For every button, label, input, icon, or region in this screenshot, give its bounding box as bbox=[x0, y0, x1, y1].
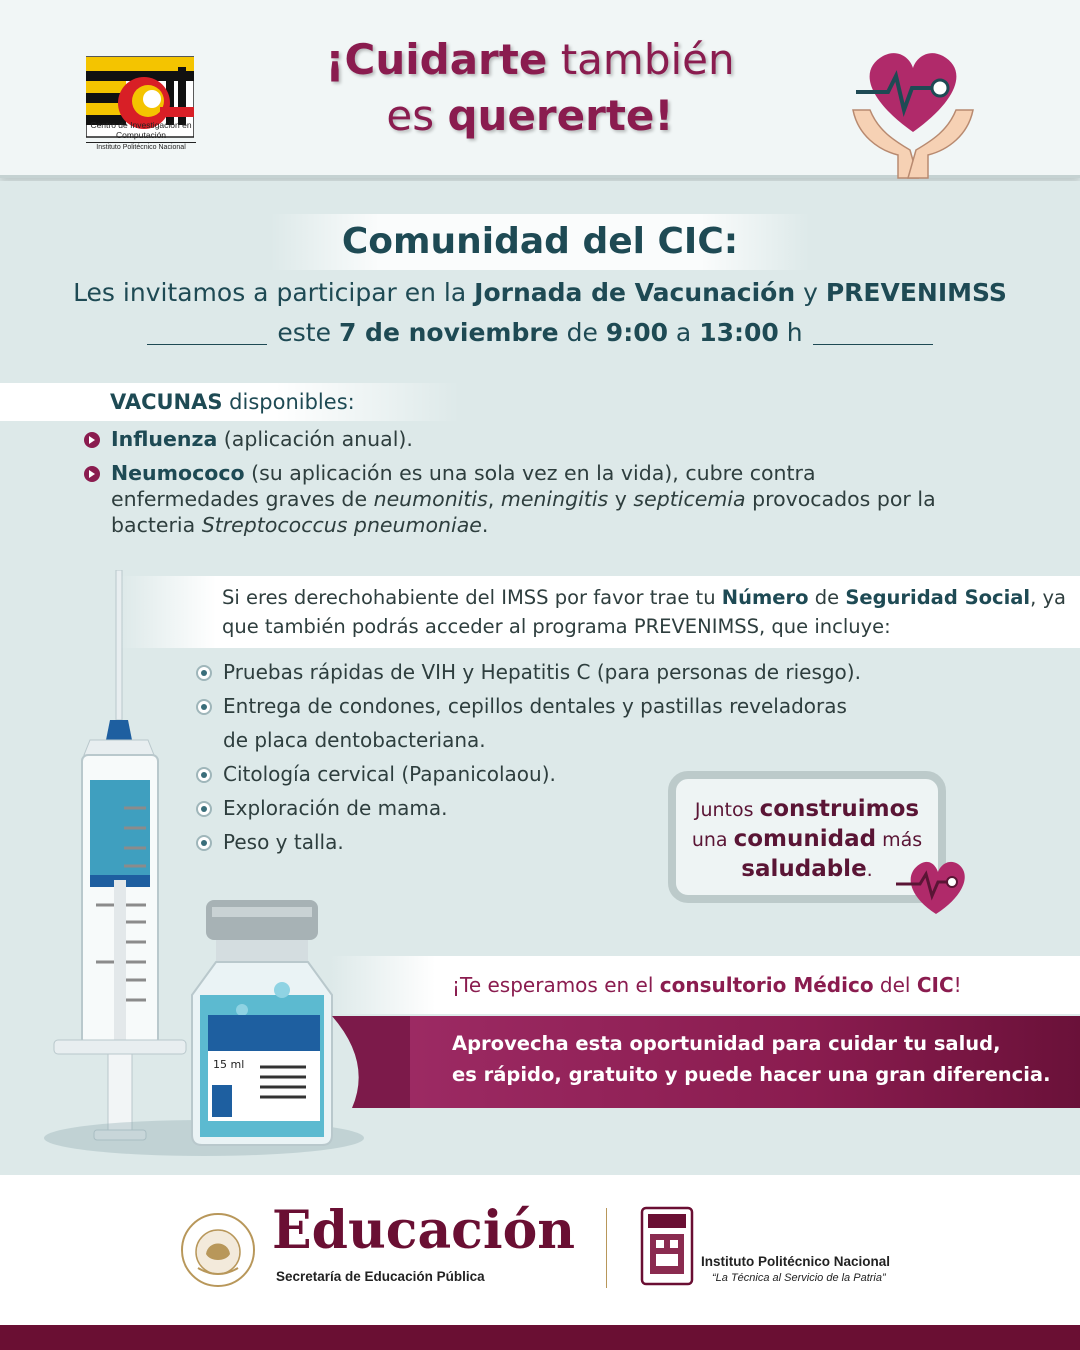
circle-bullet-icon bbox=[196, 665, 212, 681]
invite-text-e: ! bbox=[953, 973, 962, 997]
title-bold-1: ¡Cuidarte bbox=[325, 35, 548, 84]
title-line-2 bbox=[290, 88, 770, 144]
title-light-2: es bbox=[386, 91, 448, 140]
intro-text-a: Les invitamos a participar en la bbox=[73, 278, 475, 307]
invite-location: consultorio Médico bbox=[659, 973, 874, 997]
event-date: 7 de noviembre bbox=[338, 318, 559, 347]
invite-cic: CIC bbox=[916, 973, 954, 997]
vaccines-list bbox=[84, 426, 964, 546]
title-end: ! bbox=[654, 91, 674, 140]
title-bold-2: quererte bbox=[447, 91, 655, 140]
cic-institute: Instituto Politécnico Nacional bbox=[86, 142, 196, 153]
callout-line-2 bbox=[676, 825, 938, 855]
invite-text-a: ¡Te esperamos en el bbox=[452, 973, 660, 997]
vaccine-desc-d: provocados por la bacteria bbox=[111, 487, 936, 537]
callout-text-g: . bbox=[866, 859, 873, 881]
end-time: 13:00 bbox=[699, 318, 779, 347]
callout-text-c: una bbox=[691, 829, 734, 851]
service-label: Exploración de mama. bbox=[223, 796, 448, 820]
invitation-banner bbox=[330, 956, 1080, 1014]
ipn-motto: “La Técnica al Servicio de la Patria” bbox=[712, 1272, 886, 1284]
vial-volume-label: 15 ml bbox=[213, 1058, 245, 1071]
title-light-1: también bbox=[547, 35, 735, 84]
footer-color-bar bbox=[0, 1325, 1080, 1350]
callout-bold-d: comunidad bbox=[733, 826, 877, 852]
ipn-name: Instituto Politécnico Nacional bbox=[701, 1254, 891, 1269]
ipn-logo bbox=[640, 1206, 694, 1286]
list-item-continued bbox=[196, 723, 896, 757]
service-label: Peso y talla. bbox=[223, 830, 344, 854]
disease-neumonitis: neumonitis bbox=[373, 487, 488, 511]
vaccine-vial-illustration bbox=[182, 895, 342, 1150]
ribbon-line-2: es rápido, gratuito y puede hacer una gran diferencia. bbox=[452, 1063, 1051, 1086]
vaccine-desc-influenza: (aplicación anual). bbox=[217, 427, 413, 451]
mexico-seal-logo bbox=[178, 1210, 258, 1290]
service-label: Citología cervical (Papanicolaou). bbox=[223, 762, 556, 786]
intro-invitation bbox=[0, 278, 1080, 307]
date-text-a: este bbox=[277, 318, 339, 347]
bacteria-name: Streptococcus pneumoniae bbox=[201, 513, 482, 537]
vaccines-heading-rest: disponibles: bbox=[222, 390, 355, 414]
service-label: Entrega de condones, cepillos dentales y pastillas reveladoras bbox=[223, 694, 847, 718]
imss-text-a: Si eres derechohabiente del IMSS por favor trae tu bbox=[222, 586, 722, 609]
circle-bullet-icon bbox=[196, 699, 212, 715]
divider-right bbox=[813, 344, 933, 345]
cic-name: Centro de Investigación en Computación bbox=[90, 120, 192, 140]
intro-text-c: y bbox=[795, 278, 826, 307]
arrow-bullet-icon bbox=[84, 466, 100, 482]
vaccine-name-neumococo: Neumococo bbox=[111, 461, 245, 485]
disease-meningitis: meningitis bbox=[500, 487, 609, 511]
date-text-e: a bbox=[667, 318, 700, 347]
footer-divider bbox=[606, 1208, 607, 1288]
vaccine-name-influenza: Influenza bbox=[111, 427, 218, 451]
list-item bbox=[196, 655, 896, 689]
ribbon-fold bbox=[332, 1016, 422, 1108]
circle-bullet-icon bbox=[196, 801, 212, 817]
vaccine-desc-c: y bbox=[608, 487, 634, 511]
title-line-1 bbox=[290, 32, 770, 88]
circle-bullet-icon bbox=[196, 835, 212, 851]
intro-title: Comunidad del CIC: bbox=[270, 214, 810, 270]
circle-bullet-icon bbox=[196, 767, 212, 783]
ribbon-line-1: Aprovecha esta oportunidad para cuidar tu salud, bbox=[452, 1032, 1001, 1055]
callout-text-a: Juntos bbox=[694, 799, 760, 821]
callout-line-1 bbox=[676, 795, 938, 825]
imss-text-e: , ya que también podrás acceder al programa PREVENIMSS, que incluye: bbox=[222, 586, 1067, 638]
service-label: Pruebas rápidas de VIH y Hepatitis C (para personas de riesgo). bbox=[223, 660, 861, 684]
heart-hands-icon bbox=[848, 40, 978, 180]
vaccines-heading bbox=[0, 383, 460, 421]
imss-numero: Número bbox=[721, 586, 809, 609]
start-time: 9:00 bbox=[605, 318, 668, 347]
vaccine-desc-b: , bbox=[487, 487, 501, 511]
intro-program-name: PREVENIMSS bbox=[825, 278, 1007, 307]
sep-wordmark: Educación bbox=[272, 1200, 576, 1261]
service-label: de placa dentobacteriana. bbox=[223, 728, 486, 752]
vaccine-desc-a: (su aplicación es una sola vez en la vida), cubre contra enfermedades graves de bbox=[111, 461, 816, 511]
callout-bold-f: saludable bbox=[741, 856, 867, 882]
vaccines-heading-bold: VACUNAS bbox=[110, 390, 223, 414]
list-item bbox=[84, 426, 964, 452]
vaccine-desc-e: . bbox=[481, 513, 489, 537]
invite-text-c: del bbox=[873, 973, 917, 997]
sep-subtitle: Secretaría de Educación Pública bbox=[276, 1269, 485, 1284]
disease-septicemia: septicemia bbox=[633, 487, 746, 511]
syringe-illustration bbox=[40, 570, 200, 1160]
date-text-c: de bbox=[558, 318, 606, 347]
list-item bbox=[196, 689, 896, 723]
page-title bbox=[290, 32, 770, 144]
imss-seguridad-social: Seguridad Social bbox=[845, 586, 1031, 609]
date-text-g: h bbox=[778, 318, 803, 347]
heartbeat-heart-icon bbox=[896, 856, 968, 916]
arrow-bullet-icon bbox=[84, 432, 100, 448]
list-item bbox=[84, 460, 964, 538]
imss-notice bbox=[120, 576, 1080, 648]
cta-ribbon bbox=[410, 1016, 1080, 1108]
imss-text-c: de bbox=[808, 586, 846, 609]
cic-logo-caption bbox=[86, 120, 196, 153]
callout-text-e: más bbox=[876, 829, 923, 851]
intro-event-name: Jornada de Vacunación bbox=[474, 278, 796, 307]
callout-bold-b: construimos bbox=[759, 796, 920, 822]
intro-date-time bbox=[0, 318, 1080, 347]
